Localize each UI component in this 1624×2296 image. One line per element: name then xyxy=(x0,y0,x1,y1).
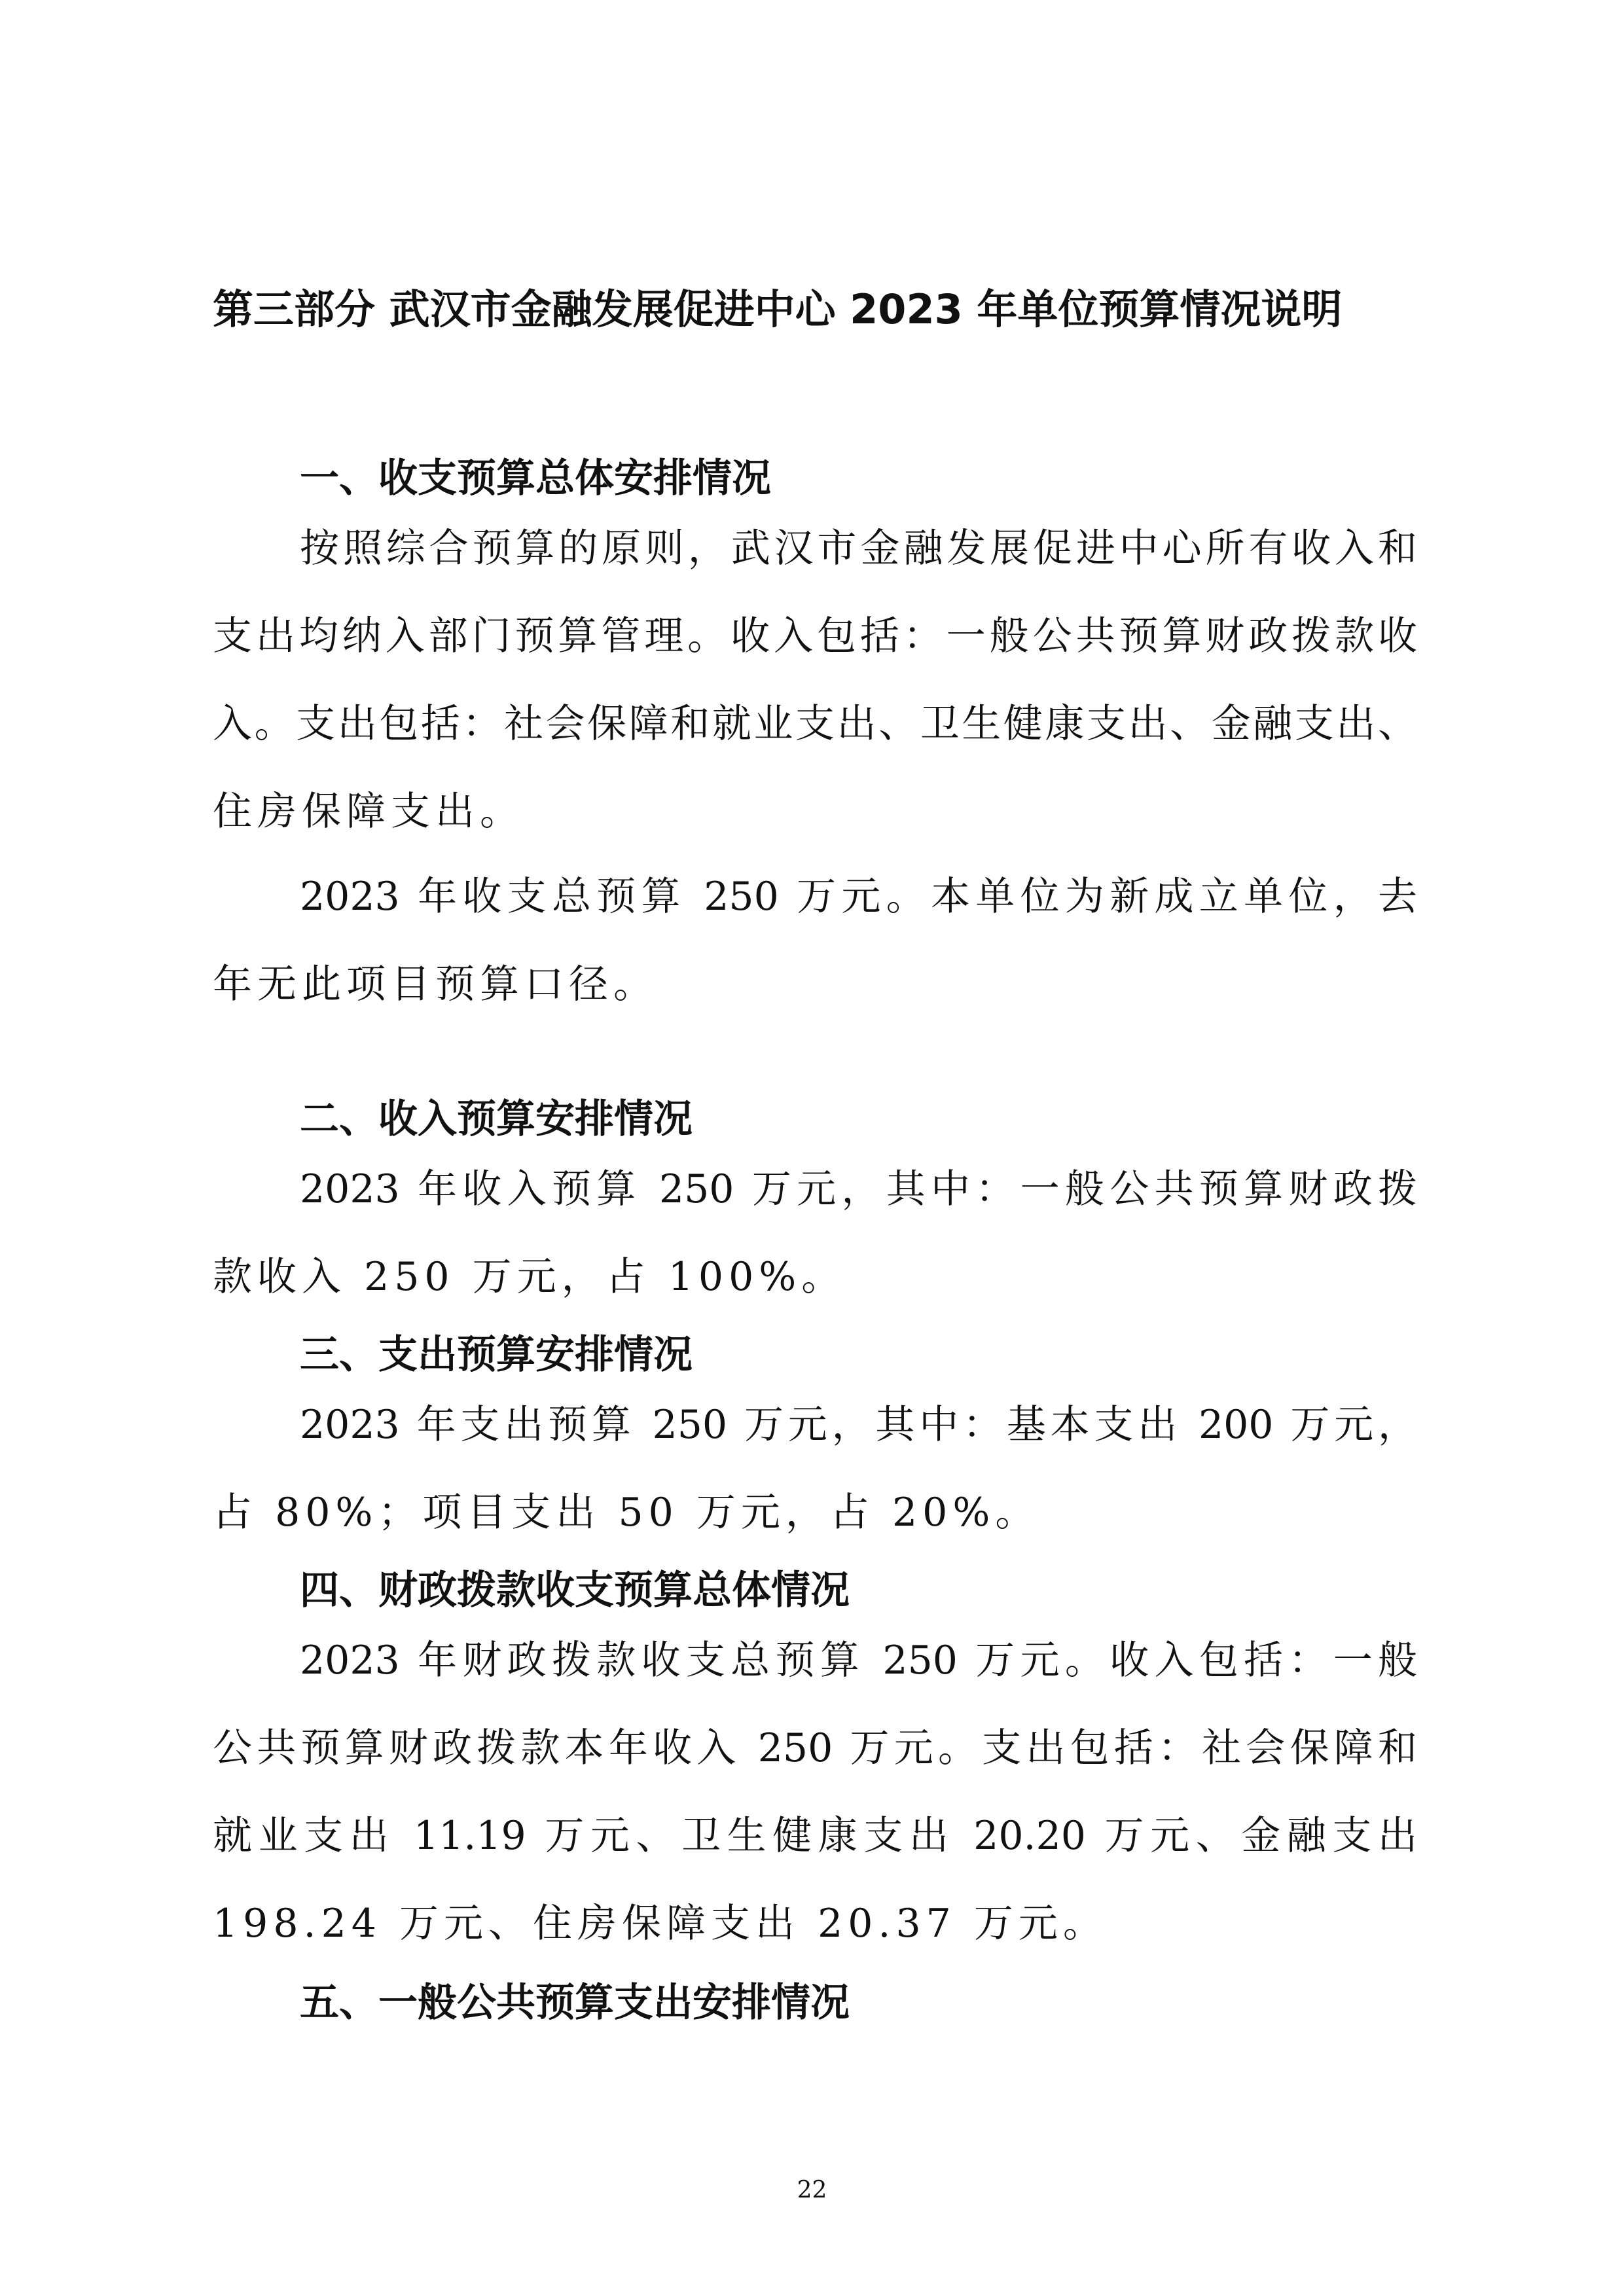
section-heading-2: 二、收入预算安排情况 xyxy=(300,1096,693,1142)
section-heading-4: 四、财政拨款收支预算总体情况 xyxy=(300,1568,850,1613)
paragraph-line: 住房保障支出。 xyxy=(213,789,524,834)
page-number: 22 xyxy=(797,2177,827,2204)
paragraph-line: 年无此项目预算口径。 xyxy=(213,961,658,1007)
paragraph-line: 2023 年支出预算 250 万元，其中：基本支出 200 万元， xyxy=(300,1402,1417,1448)
paragraph-line: 就业支出 11.19 万元、卫生健康支出 20.20 万元、金融支出 xyxy=(213,1813,1417,1859)
paragraph-line: 支出均纳入部门预算管理。收入包括：一般公共预算财政拨款收 xyxy=(213,613,1417,659)
section-heading-5: 五、一般公共预算支出安排情况 xyxy=(300,1980,850,2026)
paragraph-line: 款收入 250 万元，占 100%。 xyxy=(213,1254,846,1300)
paragraph-line: 2023 年财政拨款收支总预算 250 万元。收入包括：一般 xyxy=(300,1638,1417,1683)
paragraph-line: 按照综合预算的原则，武汉市金融发展促进中心所有收入和 xyxy=(300,526,1417,571)
paragraph-line: 2023 年收支总预算 250 万元。本单位为新成立单位，去 xyxy=(300,874,1417,920)
paragraph-line: 入。支出包括：社会保障和就业支出、卫生健康支出、金融支出、 xyxy=(213,701,1417,747)
section-heading-3: 三、支出预算安排情况 xyxy=(300,1332,693,1378)
paragraph-line: 占 80%；项目支出 50 万元，占 20%。 xyxy=(213,1490,1040,1535)
paragraph-line: 2023 年收入预算 250 万元，其中：一般公共预算财政拨 xyxy=(300,1166,1417,1212)
paragraph-line: 公共预算财政拨款本年收入 250 万元。支出包括：社会保障和 xyxy=(213,1725,1417,1771)
page-title: 第三部分 武汉市金融发展促进中心 2023 年单位预算情况说明 xyxy=(213,285,1343,333)
paragraph-line: 198.24 万元、住房保障支出 20.37 万元。 xyxy=(213,1901,1108,1946)
section-heading-1: 一、收支预算总体安排情况 xyxy=(300,456,771,501)
